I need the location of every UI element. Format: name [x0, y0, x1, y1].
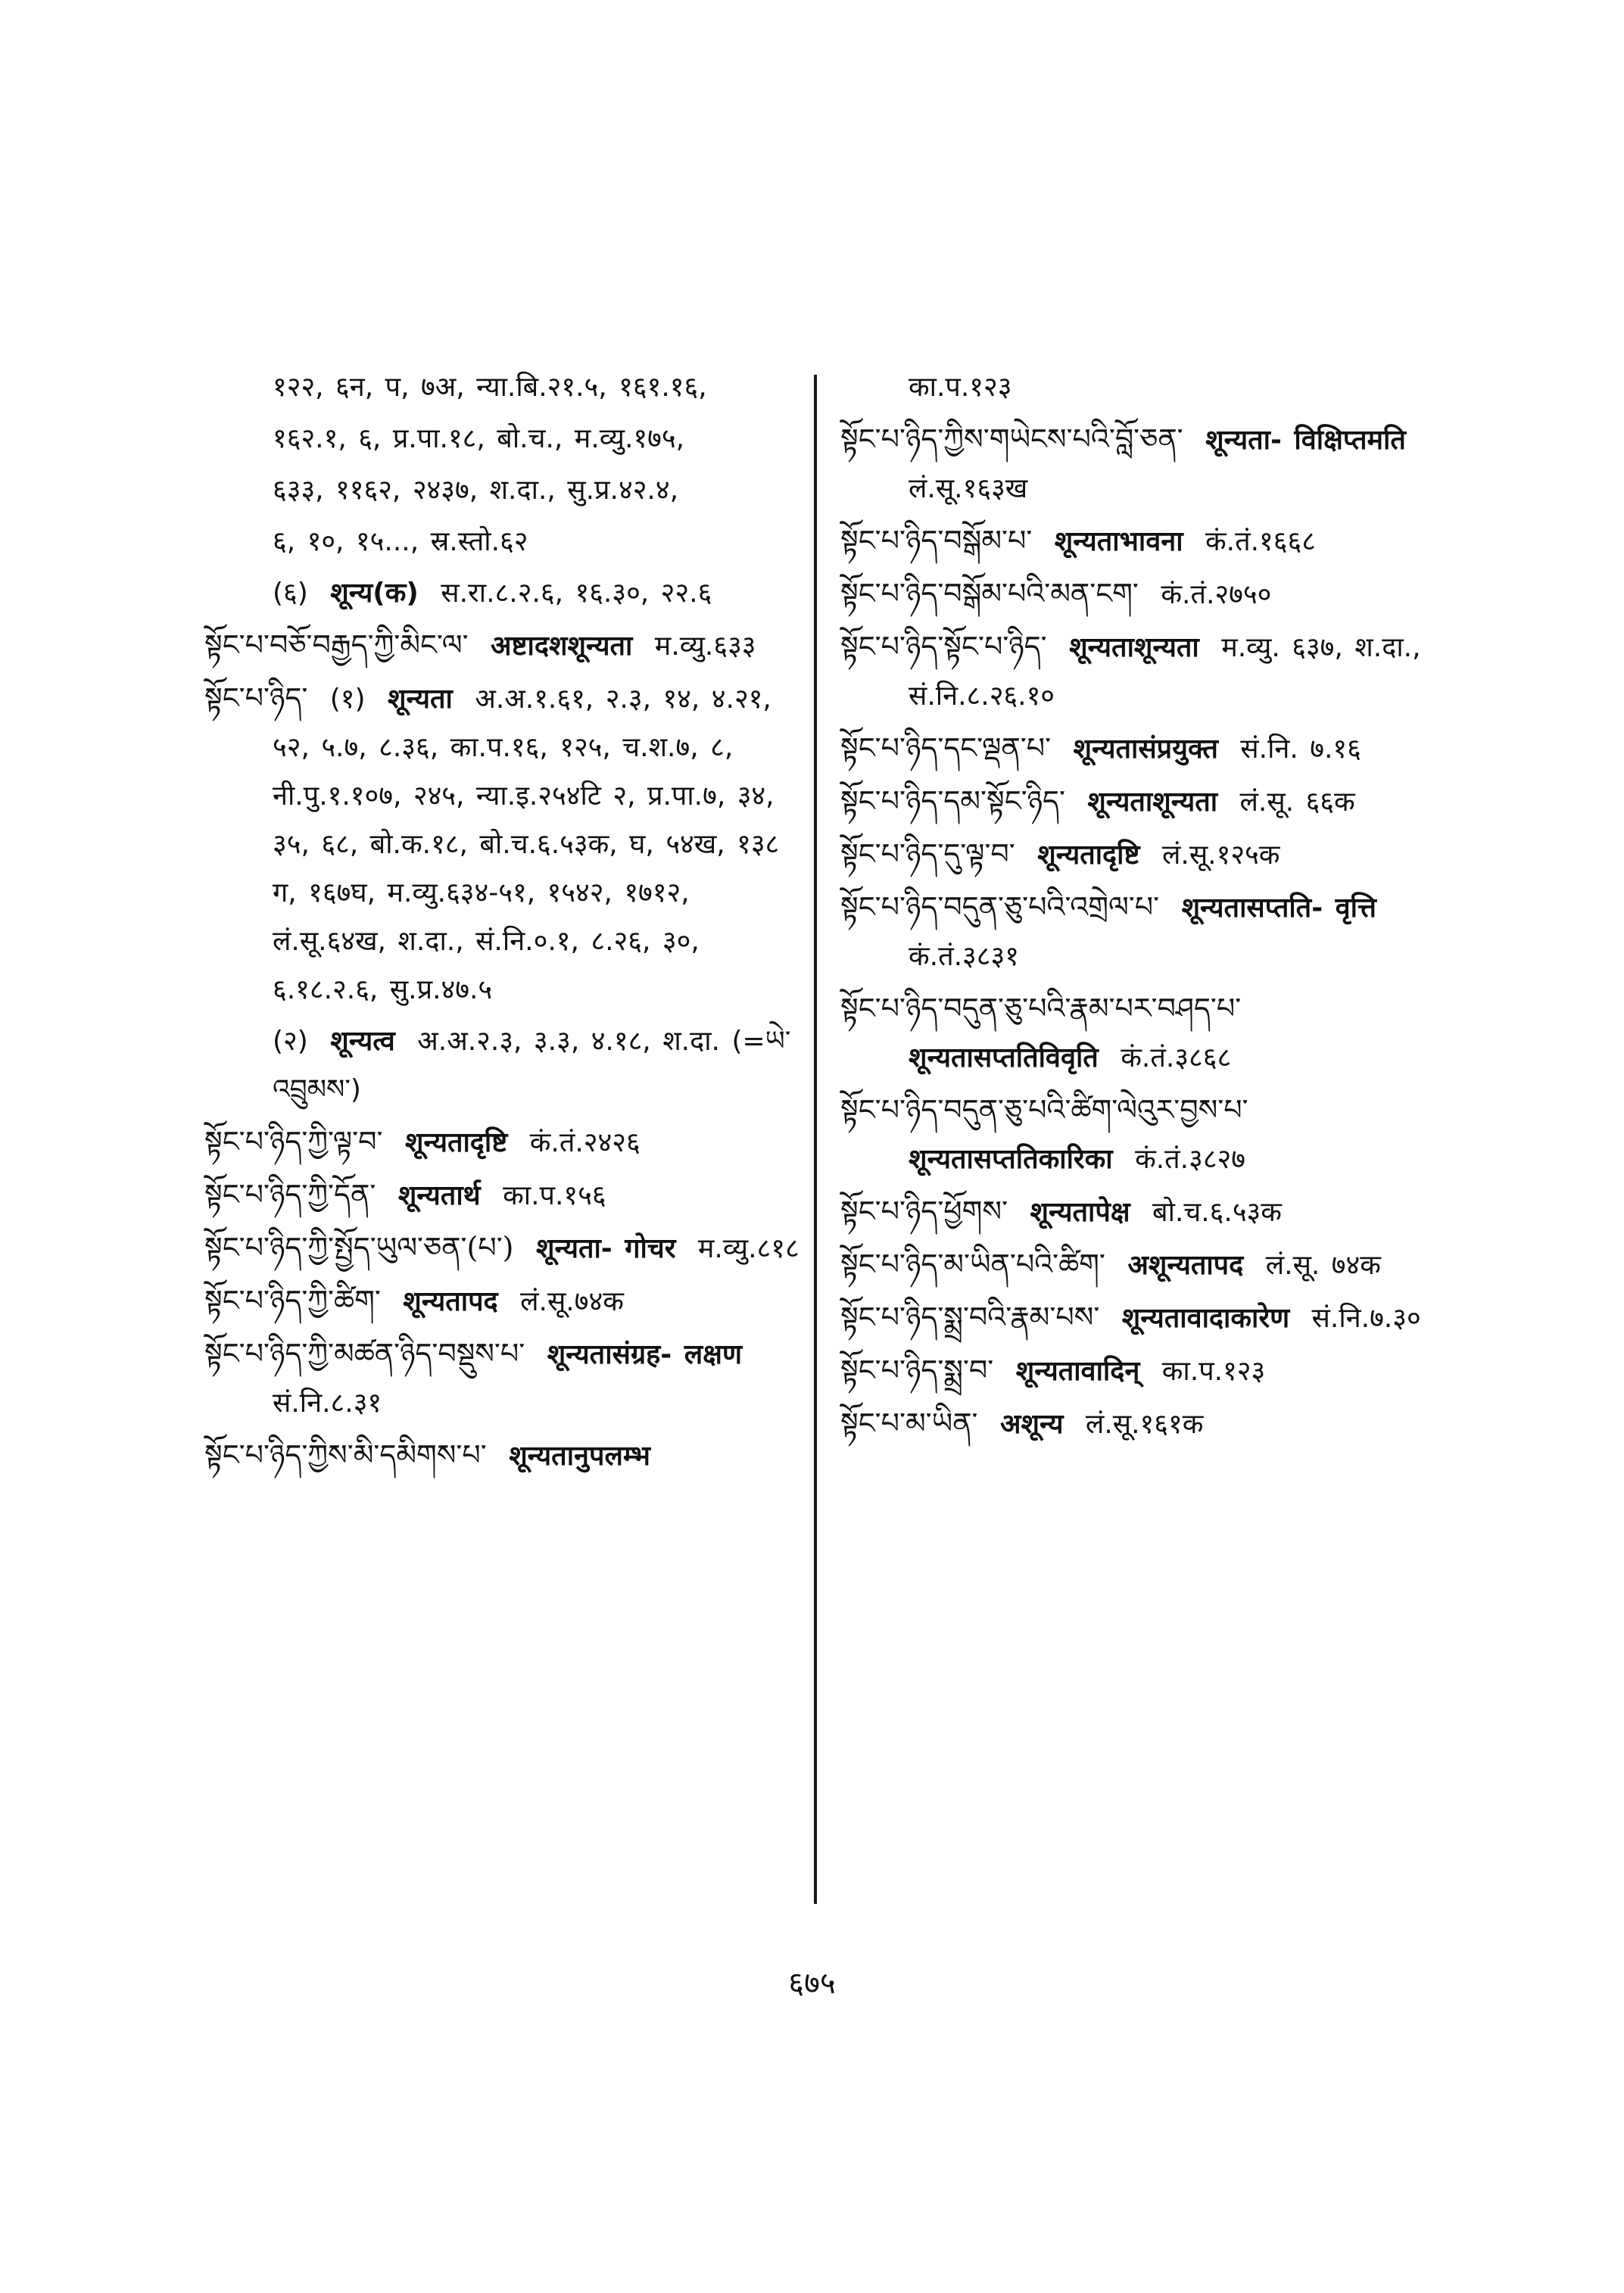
sanskrit-term: अष्टादशशून्यता — [491, 631, 633, 662]
headword-entry — [204, 1329, 803, 1428]
sense-marker: (१) — [329, 684, 366, 715]
headword-entry — [204, 1276, 803, 1326]
headword-entry — [840, 1187, 1446, 1237]
headword-entry — [840, 883, 1446, 981]
headword-entry — [840, 1399, 1446, 1449]
reference-list: कं.तं.३८६८ — [1121, 1042, 1232, 1073]
entry-continuation: १६२.१, ६, प्र.पा.१८, बो.च., म.व्यु.१७५, — [273, 423, 685, 454]
sanskrit-term: शून्यतापद — [403, 1286, 498, 1317]
sanskrit-term: शून्यताशून्यता — [1087, 787, 1218, 818]
headword-entry — [840, 1240, 1446, 1290]
reference-list: लं.सू.१६१क — [1085, 1409, 1204, 1440]
headword-entry — [204, 1431, 803, 1481]
sense-entry — [204, 569, 803, 618]
tibetan-headword: སྟོང་པ་ཉིད་བདུན་ཅུ་པའི་རྣམ་པར་བཤད་པ་ — [840, 992, 1242, 1025]
sanskrit-term: अशून्य — [999, 1409, 1064, 1440]
headword-entry — [204, 621, 803, 671]
headword-entry — [840, 516, 1446, 566]
sanskrit-term: शून्यता- विक्षिप्तमति — [1205, 425, 1406, 456]
sanskrit-term: शून्यतासंप्रयुक्त — [1073, 734, 1218, 765]
headword-entry — [204, 674, 803, 1014]
tibetan-headword: སྟོང་པ་ཉིད་མ་ཡིན་པའི་ཚིག་ — [840, 1248, 1105, 1281]
sanskrit-term: शून्यताभावना — [1054, 526, 1183, 557]
sense-entry — [204, 1017, 803, 1114]
reference-list: का.प.१५६ — [503, 1180, 606, 1211]
entry-continuation: १२२, ६न, प, ७अ, न्या.बि.२१.५, १६१.१६, — [273, 372, 707, 403]
sanskrit-term: शून्यतादृष्टि — [1037, 840, 1140, 871]
headword-entry — [840, 830, 1446, 880]
reference-list: लं.सू.१२५क — [1161, 840, 1280, 871]
reference-list: स.रा.८.२.६, १६.३०, २२.६ — [441, 578, 712, 609]
tibetan-headword: སྟོང་པ་ཉིད་ཀྱིས་མི་དམིགས་པ་ — [204, 1438, 487, 1472]
tibetan-headword: སྟོང་པ་ཉིད་སྟོང་པ་ཉིད་ — [840, 630, 1047, 663]
entry-continuation: ६, १०, १५..., स्र.स्तो.६२ — [273, 526, 528, 557]
sanskrit-term: शून्यतानुपलम्भ — [509, 1441, 650, 1472]
tibetan-headword: སྟོང་པ་ཉིད་ཀྱི་སྤྱོད་ཡུལ་ཅན་(པ་) — [204, 1231, 514, 1264]
sanskrit-term: शून्यतार्थ — [397, 1180, 481, 1211]
column-divider — [814, 375, 817, 1904]
headword-entry — [204, 1117, 803, 1167]
reference-list: अ.अ.२.३, ३.३, ४.१८, श.दा. (=ཡེ་འབྲུམས་) — [273, 1026, 791, 1105]
headword-entry — [840, 984, 1446, 1083]
sanskrit-term: शून्यतापेक्ष — [1030, 1197, 1130, 1228]
sanskrit-term: शून्य(क) — [330, 578, 419, 609]
left-column — [204, 363, 803, 1484]
sense-marker: (६) — [273, 578, 308, 609]
tibetan-headword: སྟོང་པ་ཉིད་ཕྱོགས་ — [840, 1195, 1008, 1228]
sanskrit-term: शून्यतावादाकारेण — [1121, 1303, 1290, 1334]
headword-entry — [840, 415, 1446, 513]
sanskrit-term: शून्यतासंग्रह- लक्षण — [547, 1339, 743, 1370]
headword-entry — [840, 569, 1446, 619]
entry-continuation: ६३३, ११६२, २४३७, श.दा., सु.प्र.४२.४, — [273, 475, 679, 506]
headword-entry — [840, 622, 1446, 721]
reference-list: बो.च.६.५३क — [1152, 1197, 1282, 1228]
tibetan-headword: སྟོང་པ་ཉིད་དམ་སྟོང་ཉིད་ — [840, 784, 1065, 818]
tibetan-headword: སྟོང་པ་ཉིད་ཀྱི་དོན་ — [204, 1178, 376, 1211]
tibetan-headword: སྟོང་པ་ཉིད་ཀྱི་ཚིག་ — [204, 1284, 381, 1317]
sanskrit-term: शून्यता- गोचर — [535, 1233, 676, 1264]
reference-list: सं.नि.८.३१ — [273, 1388, 382, 1419]
sanskrit-term: शून्यता — [388, 684, 453, 715]
reference-list: कं.तं.३८३१ — [909, 941, 1019, 972]
reference-list: लं.सू.७४क — [520, 1286, 624, 1317]
sanskrit-term: शून्यतासप्तति- वृत्ति — [1181, 893, 1376, 924]
headword-entry — [840, 724, 1446, 774]
reference-list: लं.सू. ७४क — [1265, 1250, 1381, 1281]
sanskrit-term: शून्यताशून्यता — [1069, 632, 1199, 663]
entry-continuation: का.प.१२३ — [909, 372, 1012, 403]
reference-list: सं.नि.७.३० — [1311, 1303, 1421, 1334]
reference-list: का.प.१२३ — [1161, 1356, 1266, 1387]
headword-entry — [840, 1346, 1446, 1396]
sanskrit-term: शून्यतासप्ततिविवृति — [909, 1042, 1099, 1073]
tibetan-headword: སྟོང་པ་ཉིད་བསྒོམ་པ་ — [840, 524, 1033, 557]
reference-list: लं.सू. ६६क — [1239, 787, 1355, 818]
headword-entry — [840, 1293, 1446, 1343]
reference-list: सं.नि. ७.१६ — [1240, 734, 1361, 765]
tibetan-headword: སྟོང་པ་ཉིད་ཀྱི་མཚན་ཉིད་བསྡུས་པ་ — [204, 1337, 525, 1370]
sanskrit-term: अशून्यतापद — [1127, 1250, 1244, 1281]
right-column — [840, 363, 1446, 1452]
reference-list: लं.सू.१६३ख — [909, 473, 1028, 504]
reference-list: कं.तं.१६६८ — [1205, 526, 1316, 557]
headword-entry — [204, 1223, 803, 1273]
tibetan-headword: སྟོང་པ་ཉིད་བདུན་ཅུ་པའི་ཚིག་ལེའུར་བྱས་པ་ — [840, 1093, 1248, 1126]
reference-list: कं.तं.३८२७ — [1135, 1144, 1245, 1175]
tibetan-headword: སྟོང་པ་ཉིད་བདུན་ཅུ་པའི་འགྲེལ་པ་ — [840, 890, 1160, 924]
tibetan-headword: སྟོང་པ་ཉིད་དང་ལྡན་པ་ — [840, 731, 1052, 765]
tibetan-headword: སྟོང་པ་ཉིད་ཀྱི་ལྟ་བ་ — [204, 1125, 383, 1158]
reference-list: म.व्यु. ६३७, श.दा., सं.नि.८.२६.१० — [909, 632, 1421, 712]
tibetan-headword: སྟོང་པ་ཉིད་སྨྲ་བའི་རྣམ་པས་ — [840, 1301, 1100, 1334]
reference-list: म.व्यु.६३३ — [654, 631, 756, 662]
tibetan-headword: སྟོང་པ་བཅོ་བརྒྱད་ཀྱི་མིང་ལ་ — [204, 628, 469, 662]
reference-list: अ.अ.१.६१, २.३, १४, ४.२१, ५२, ५.७, ८.३६, का.प.१६, १२५, च.श.७, ८, नी.पु.१.१०७, २४५, न्या.इ.२५४टि २, प्र.पा.७, ३४, ३५, ६८, बो.क.१८, बो.च.६.५३क, घ, ५४ख, १३८ ग, १६७घ, म.व्यु.६३४-५१, १५४२, १७१२, लं.सू.६४ख, श.दा., सं.नि.०.१, ८.२६, ३०, ६.१८.२.६, सु.प्र.४७.५ — [273, 684, 780, 1005]
sanskrit-term: शून्यतादृष्टि — [404, 1127, 508, 1158]
tibetan-headword: སྟོང་པ་ཉིད་སྨྲ་བ་ — [840, 1354, 994, 1387]
tibetan-headword: སྟོང་པ་ཉིད་ཀྱིས་གཡེངས་པའི་བློ་ཅན་ — [840, 422, 1183, 456]
reference-list: म.व्यु.८१८ — [697, 1233, 800, 1264]
headword-entry — [204, 1170, 803, 1220]
reference-list: कं.तं.२७५० — [1161, 579, 1272, 610]
sense-marker: (२) — [273, 1026, 308, 1057]
headword-entry — [840, 777, 1446, 827]
tibetan-headword: སྟོང་པ་ཉིད་བསྒོམ་པའི་མན་ངག་ — [840, 577, 1139, 610]
sanskrit-term: शून्यतावादिन् — [1015, 1356, 1140, 1387]
sanskrit-term: शून्यतासप्ततिकारिका — [909, 1144, 1113, 1175]
reference-list: कं.तं.२४२६ — [529, 1127, 641, 1158]
tibetan-headword: སྟོང་པ་ཉིད་དུ་ལྟ་བ་ — [840, 837, 1015, 871]
page-number: ६७५ — [788, 1966, 836, 2001]
sanskrit-term: शून्यत्व — [330, 1026, 395, 1057]
headword-entry — [840, 1086, 1446, 1184]
tibetan-headword: སྟོང་པ་ཉིད་ — [204, 681, 308, 715]
tibetan-headword: སྟོང་པ་མ་ཡིན་ — [840, 1407, 978, 1440]
